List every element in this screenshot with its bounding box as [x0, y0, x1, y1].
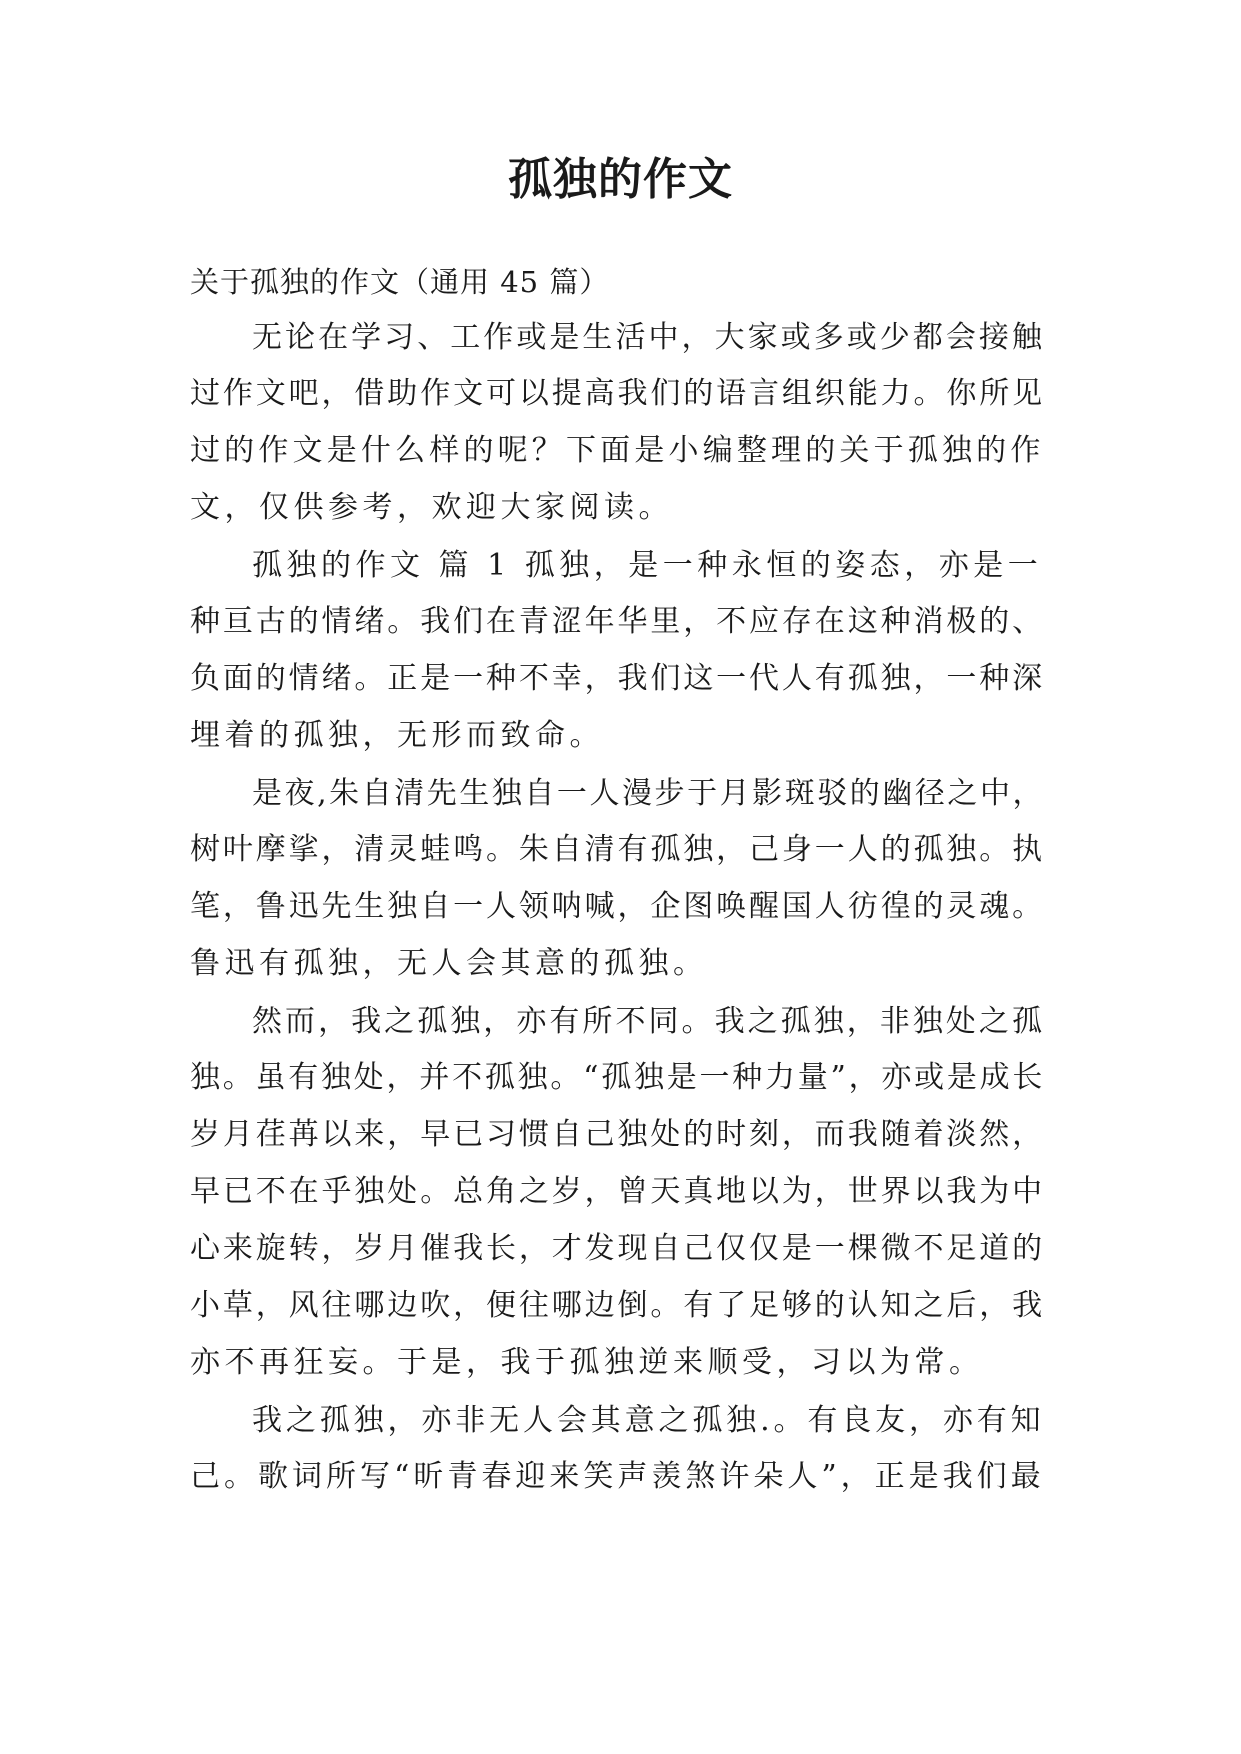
body-line: 心来旋转，岁月催我长，才发现自己仅仅是一棵微不足道的: [190, 1231, 1045, 1266]
page-title: 孤独的作文: [508, 154, 733, 205]
body-line: 种亘古的情绪。我们在青涩年华里，不应存在这种消极的、: [190, 604, 1045, 639]
body-line: 独。虽有独处，并不孤独。“孤独是一种力量”，亦或是成长: [190, 1060, 1046, 1095]
body-line: 负面的情绪。正是一种不幸，我们这一代人有孤独，一种深: [190, 661, 1045, 696]
body-line: 埋着的孤独，无形而致命。: [190, 718, 604, 753]
body-line: 亦不再狂妄。于是，我于孤独逆来顺受，习以为常。: [190, 1345, 984, 1380]
body-line: 无论在学习、工作或是生活中，大家或多或少都会接触: [252, 320, 1045, 355]
body-line: 文，仅供参考，欢迎大家阅读。: [190, 490, 673, 525]
body-line: 是夜,朱自清先生独自一人漫步于月影斑驳的幽径之中，: [252, 776, 1046, 811]
document-subtitle: 关于孤独的作文（通用 45 篇）: [190, 265, 610, 299]
body-line: 过的作文是什么样的呢？下面是小编整理的关于孤独的作: [190, 433, 1045, 468]
body-line: 鲁迅有孤独，无人会其意的孤独。: [190, 946, 708, 981]
body-line: 笔，鲁迅先生独自一人领呐喊，企图唤醒国人彷徨的灵魂。: [190, 889, 1045, 924]
body-line: 过作文吧，借助作文可以提高我们的语言组织能力。你所见: [190, 376, 1045, 411]
body-line: 树叶摩挲，清灵蛙鸣。朱自清有孤独，己身一人的孤独。执: [190, 832, 1045, 867]
body-line: 己。歌词所写“昕青春迎来笑声羡煞许朵人”，正是我们最: [190, 1459, 1045, 1494]
body-line: 早已不在乎独处。总角之岁，曾天真地以为，世界以我为中: [190, 1174, 1045, 1209]
body-line: 小草，风往哪边吹，便往哪边倒。有了足够的认知之后，我: [190, 1288, 1045, 1323]
body-line: 然而，我之孤独，亦有所不同。我之孤独，非独处之孤: [252, 1004, 1045, 1039]
body-line: 我之孤独，亦非无人会其意之孤独.。有良友，亦有知: [252, 1403, 1045, 1438]
body-line: 岁月荏苒以来，早已习惯自己独处的时刻，而我随着淡然，: [190, 1117, 1045, 1152]
section-heading-line: 孤独的作文 篇 1 孤独，是一种永恒的姿态，亦是一: [252, 548, 1043, 583]
